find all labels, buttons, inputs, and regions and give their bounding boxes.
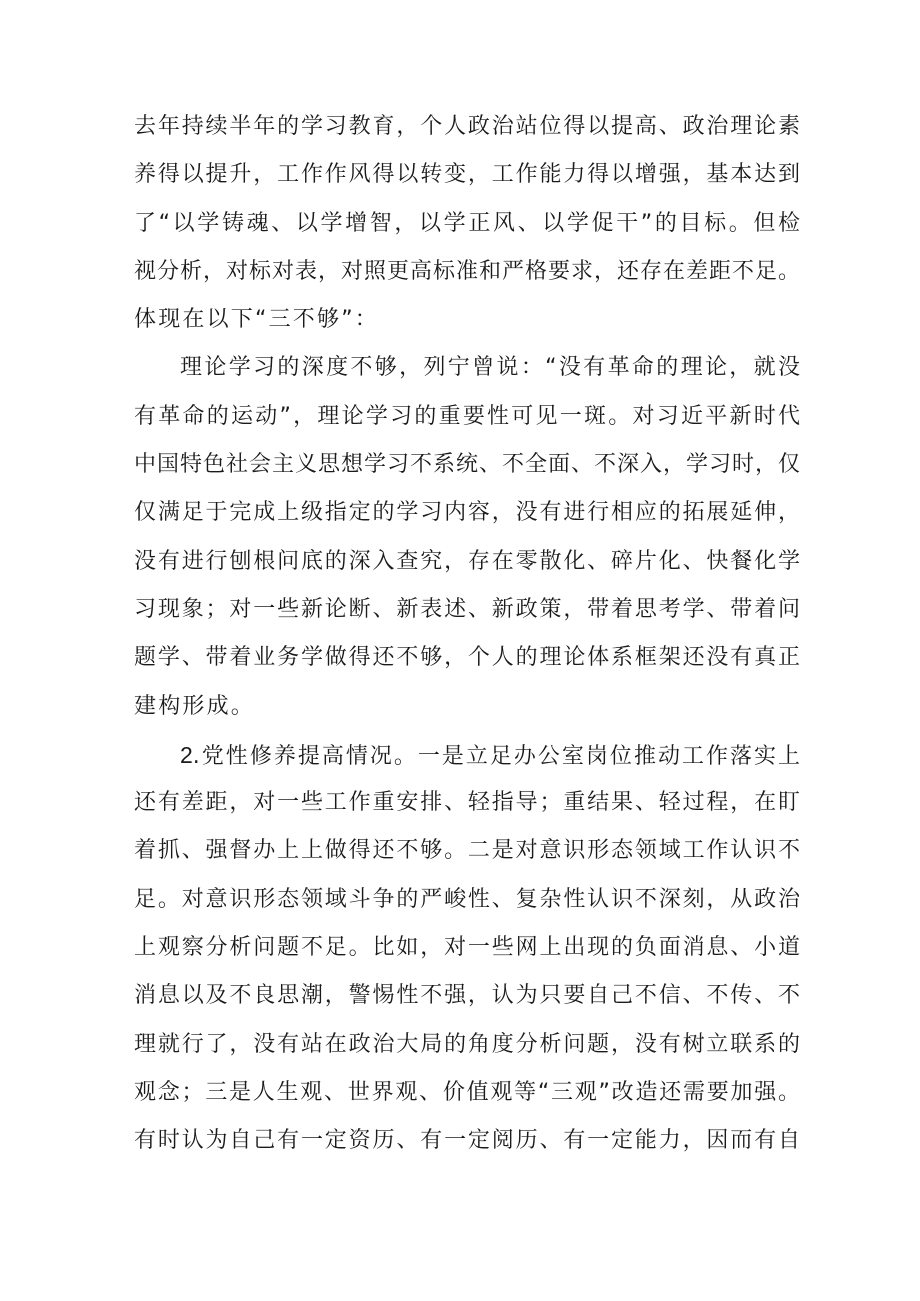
text-line: 中国特色社会主义思想学习不系统、不全面、不深入，学习时，仅 [134, 452, 800, 478]
text-line: 视分析，对标对表，对照更高标准和严格要求，还存在差距不足。 [134, 258, 800, 284]
text-line: 消息以及不良思潮，警惕性不强，认为只要自己不信、不传、不 [134, 983, 800, 1009]
text-line-content: .党性修养提高情况。一是立足办公室岗位推动工作落实上 [192, 743, 800, 769]
text-line: 体现在以下“三不够”： [134, 307, 379, 333]
text-line: 足。对意识形态领域斗争的严峻性、复杂性认识不深刻，从政治 [134, 886, 800, 912]
text-line: 理论学习的深度不够，列宁曾说：“没有革命的理论，就没 [180, 355, 800, 381]
text-line: 上观察分析问题不足。比如，对一些网上出现的负面消息、小道 [134, 935, 800, 961]
text-line: 去年持续半年的学习教育，个人政治站位得以提高、政治理论素 [134, 114, 800, 139]
text-line [134, 731, 800, 779]
text-line: 理就行了，没有站在政治大局的角度分析问题，没有树立联系的 [134, 1031, 800, 1057]
text-line: 有时认为自己有一定资历、有一定阅历、有一定能力，因而有自 [134, 1128, 800, 1154]
text-line: 有革命的运动”，理论学习的重要性可见一斑。对习近平新时代 [134, 403, 800, 429]
text-line: 仅满足于完成上级指定的学习内容，没有进行相应的拓展延伸， [134, 500, 800, 526]
text-line: 着抓、强督办上上做得还不够。二是对意识形态领域工作认识不 [134, 838, 800, 864]
text-line: 没有进行刨根问底的深入查究，存在零散化、碎片化、快餐化学 [134, 548, 800, 574]
text-line: 题学、带着业务学做得还不够，个人的理论体系框架还没有真正 [134, 645, 800, 671]
text-line: 养得以提升，工作作风得以转变，工作能力得以增强，基本达到 [134, 162, 800, 188]
text-line: 还有差距，对一些工作重安排、轻指导；重结果、轻过程，在盯 [134, 790, 800, 816]
section-number: 2 [180, 741, 193, 768]
text-line: 观念；三是人生观、世界观、价值观等“三观”改造还需要加强。 [134, 1079, 800, 1105]
text-line: 建构形成。 [134, 693, 256, 719]
text-line: 习现象；对一些新论断、新表述、新政策，带着思考学、带着问 [134, 596, 800, 622]
text-line: 了“以学铸魂、以学增智，以学正风、以学促干”的目标。但检 [134, 210, 800, 236]
paragraph-theory-study [134, 344, 800, 730]
paragraph-party-spirit [134, 731, 800, 1166]
paragraph-intro [134, 103, 800, 344]
document-page [134, 103, 800, 1166]
